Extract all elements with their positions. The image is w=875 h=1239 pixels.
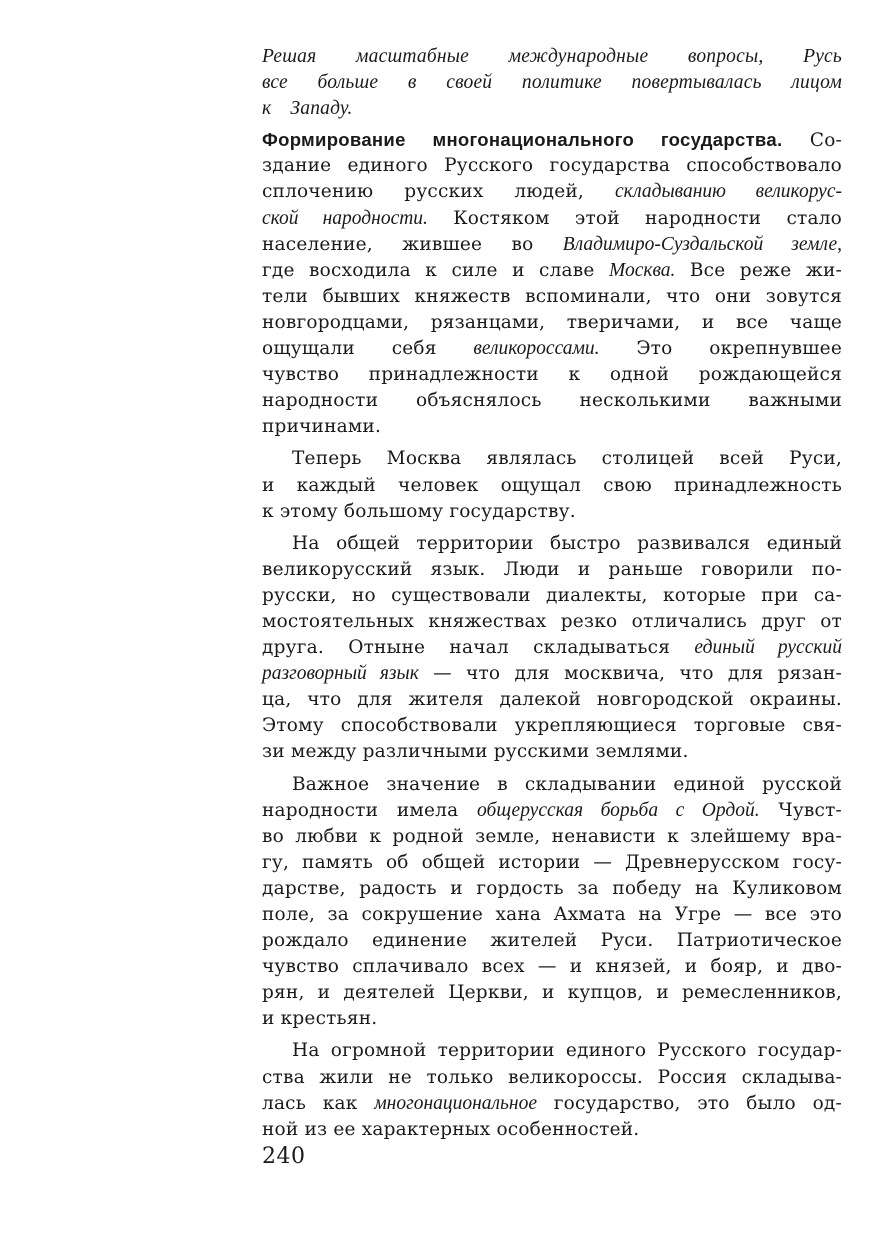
text-line: Этому способствовали укрепляющиеся торговые свя-: [262, 715, 842, 737]
text-line: ной из ее характерных особенностей.: [262, 1118, 640, 1140]
paragraph-language: [262, 531, 842, 766]
text-line: и каждый человек ощущал свою принадлежность: [262, 474, 842, 496]
epigraph: [262, 44, 842, 122]
text-line: русски, но существовали диалекты, которые при са-: [262, 584, 842, 606]
text-line: великорусский язык. Люди и раньше говорили по-: [262, 558, 842, 580]
text-line: дарстве, радость и гордость за победу на Куликовом: [262, 877, 842, 899]
text-line: к этому большому государству.: [262, 500, 576, 522]
paragraph-struggle: [262, 772, 842, 1033]
text-line: ца, что для жителя далекой новгородской окраины.: [262, 689, 842, 711]
text-line: поле, за сокрушение хана Ахмата на Угре — все это: [262, 904, 842, 925]
paragraph-capital: [262, 446, 842, 524]
page-number: 240: [262, 1144, 306, 1169]
text-line: гу, память об общей истории — Древнерусском госу-: [262, 851, 842, 873]
text-line: Теперь Москва являлась столицей всей Руси,: [292, 448, 842, 470]
text-line: чувство сплачивало всех — и князей, и бояр, и дво-: [262, 956, 842, 978]
text-line: мостоятельных княжествах резко отличались друг от: [262, 610, 842, 632]
text-line: Важное значение в складывании единой русской: [292, 773, 842, 795]
text-line: причинами.: [262, 416, 382, 438]
section-formation: [262, 127, 842, 440]
text-line: народности объяснялось несколькими важными: [262, 390, 842, 412]
page-body: [262, 44, 842, 1143]
text-line: население, жившее во Владимиро-Суздальской земле,: [262, 233, 842, 255]
text-line: рян, и деятелей Церкви, и купцов, и ремесленников,: [262, 982, 842, 1004]
text-line: разговорный язык — что для москвича, что для рязан-: [262, 663, 842, 685]
text-line: друга. Отныне начал складываться единый русский: [262, 637, 842, 659]
text-line: Формирование многонационального государства. Со-: [262, 129, 842, 152]
text-line: здание единого Русского государства способствовало: [262, 155, 842, 177]
text-line: чувство принадлежности к одной рождающейся: [262, 364, 842, 386]
text-line: На огромной территории единого Русского государ-: [292, 1040, 842, 1062]
epigraph-line: Решая масштабные международные вопросы, Русь: [262, 46, 842, 67]
text-line: новгородцами, рязанцами, тверичами, и все чаще: [262, 311, 842, 333]
epigraph-line: к Западу.: [262, 98, 353, 120]
text-line: рождало единение жителей Руси. Патриотическое: [262, 930, 842, 952]
text-line: и крестьян.: [262, 1008, 378, 1030]
paragraph-multinational: [262, 1038, 842, 1142]
text-line: во любви к родной земле, ненависти к злейшему вра-: [262, 825, 842, 847]
text-line: На общей территории быстро развивался единый: [292, 532, 842, 554]
text-line: лась как многонациональное государство, это было од-: [262, 1092, 842, 1114]
text-line: ской народности. Костяком этой народности стало: [262, 207, 842, 229]
text-line: тели бывших княжеств вспоминали, что они зовутся: [262, 285, 842, 307]
text-line: где восходила к силе и славе Москва. Все реже жи-: [262, 259, 842, 281]
epigraph-line: все больше в своей политике повертывалась лицом: [262, 72, 842, 94]
text-line: народности имела общерусская борьба с Ордой. Чувст-: [262, 799, 842, 821]
section-heading: Формирование многонационального государства.: [262, 129, 783, 151]
text-line: зи между различными русскими землями.: [262, 741, 689, 763]
text-line: сплочению русских людей, складыванию великорус-: [262, 181, 842, 203]
text-line: ощущали себя великороссами. Это окрепнувшее: [262, 338, 842, 360]
text-line: ства жили не только великороссы. Россия складыва-: [262, 1066, 842, 1088]
